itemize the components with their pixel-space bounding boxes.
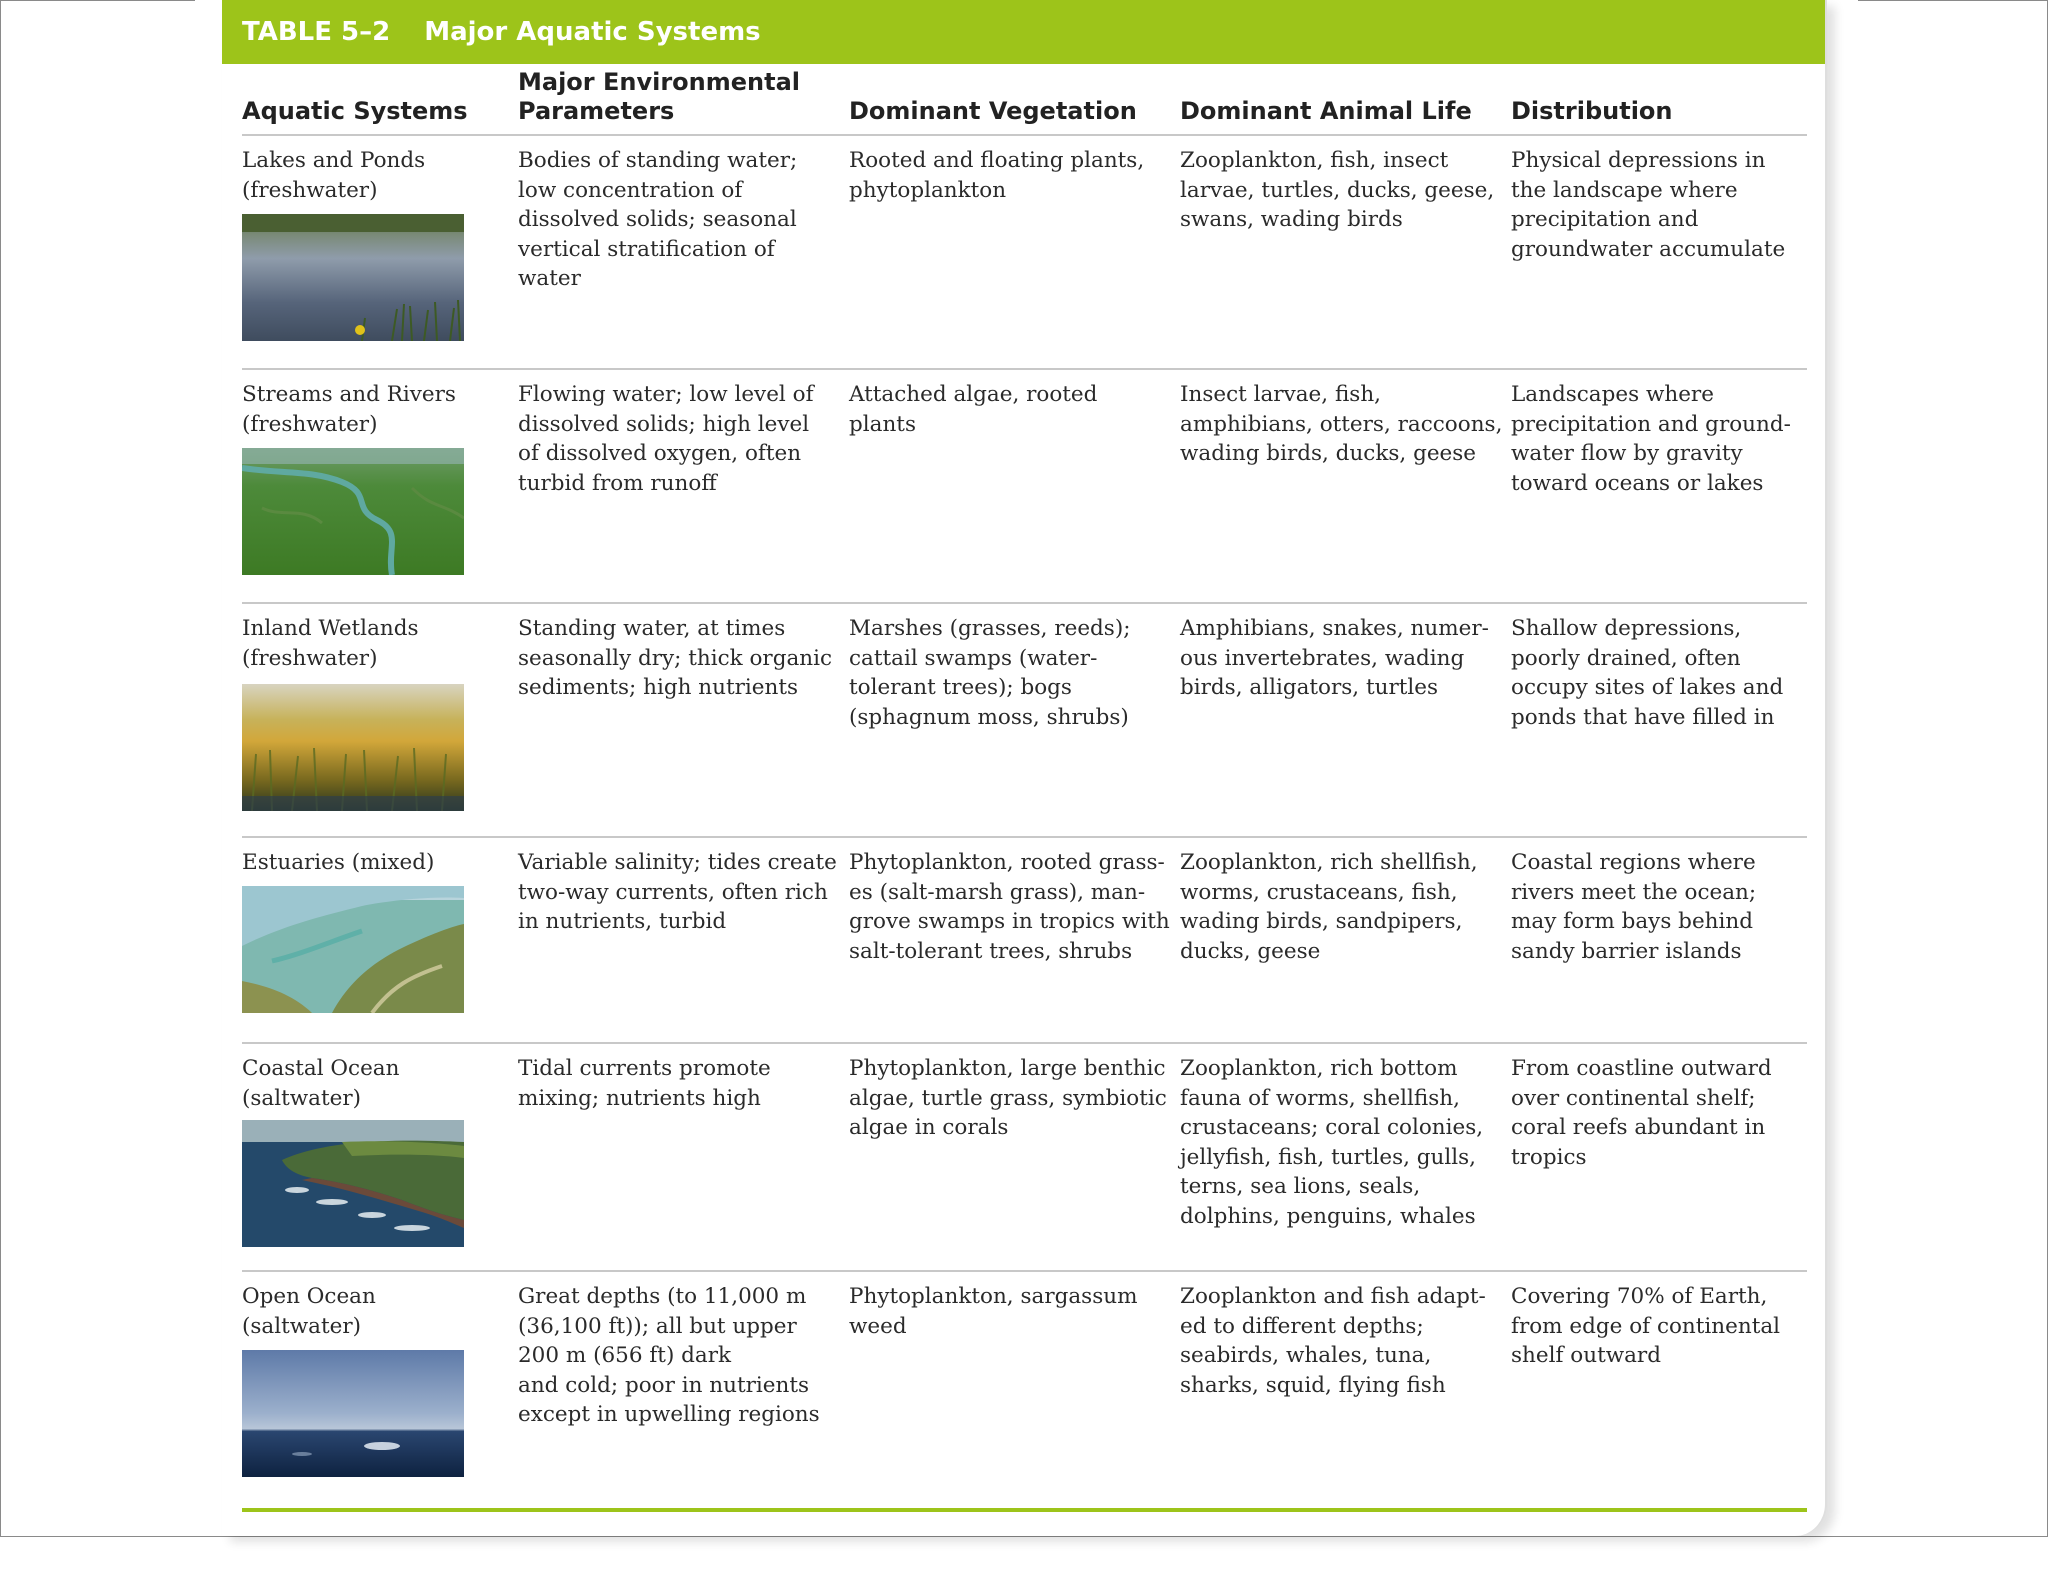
table-card	[222, 0, 1827, 1536]
distribution: Covering 70% of Earth, from edge of continental shelf outward	[1511, 1284, 1781, 1368]
table-title: Major Aquatic Systems	[424, 17, 761, 47]
table-row-coastal	[242, 1044, 1807, 1272]
header-distribution: Distribution	[1511, 97, 1673, 125]
environmental-parameters: Flowing water; low level of dissolved solids; high level of dissolved oxygen, often turbid from runoff	[518, 382, 814, 496]
system-name: Streams and Rivers (freshwater)	[242, 382, 456, 437]
frame-edge	[0, 0, 195, 1]
coast-photo	[242, 1120, 464, 1247]
system-name: Estuaries (mixed)	[242, 850, 435, 875]
ocean-photo	[242, 1350, 464, 1477]
table-title-bar	[222, 0, 1825, 64]
dominant-vegetation: Phytoplankton, sargassum weed	[849, 1284, 1138, 1339]
distribution: From coastline outward over continental shelf; coral reefs abundant in tropics	[1511, 1056, 1772, 1170]
wetland-photo	[242, 684, 464, 811]
system-name: Lakes and Ponds (freshwater)	[242, 148, 426, 203]
dominant-vegetation: Marshes (grasses, reeds); cattail swamps (water- tolerant trees); bogs (sphagnum moss, shrubs)	[849, 616, 1131, 730]
dominant-vegetation: Phytoplankton, rooted grass- es (salt-marsh grass), man- grove swamps in tropics with salt-tolerant trees, shrubs	[849, 850, 1170, 964]
estuary-photo	[242, 886, 464, 1013]
dominant-animal-life: Zooplankton and fish adapt- ed to different depths; seabirds, whales, tuna, sharks, squid, flying fish	[1180, 1284, 1486, 1398]
header-environmental-parameters: Major Environmental Parameters	[518, 68, 801, 125]
environmental-parameters: Tidal currents promote mixing; nutrients high	[518, 1056, 771, 1111]
environmental-parameters: Bodies of standing water; low concentration of dissolved solids; seasonal vertical stratification of water	[518, 148, 798, 291]
dominant-animal-life: Insect larvae, fish, amphibians, otters, raccoons, wading birds, ducks, geese	[1180, 382, 1503, 466]
dominant-vegetation: Phytoplankton, large benthic algae, turtle grass, symbiotic algae in corals	[849, 1056, 1167, 1140]
table-bottom-rule	[242, 1508, 1807, 1512]
table-header	[242, 64, 1807, 136]
system-name: Inland Wetlands (freshwater)	[242, 616, 419, 671]
table-row-streams	[242, 370, 1807, 604]
distribution: Physical depressions in the landscape where precipitation and groundwater accumulate	[1511, 148, 1786, 262]
lake-photo	[242, 214, 464, 341]
dominant-animal-life: Zooplankton, fish, insect larvae, turtles, ducks, geese, swans, wading birds	[1180, 148, 1495, 232]
distribution: Coastal regions where rivers meet the ocean; may form bays behind sandy barrier islands	[1511, 850, 1757, 964]
table-row-estuaries	[242, 838, 1807, 1044]
table-row-open-ocean	[242, 1272, 1807, 1472]
header-dominant-vegetation: Dominant Vegetation	[849, 97, 1137, 125]
dominant-animal-life: Zooplankton, rich shellfish, worms, crustaceans, fish, wading birds, sandpipers, ducks, geese	[1180, 850, 1478, 964]
system-name: Coastal Ocean (saltwater)	[242, 1056, 400, 1111]
environmental-parameters: Variable salinity; tides create two-way currents, often rich in nutrients, turbid	[518, 850, 837, 934]
header-aquatic-systems: Aquatic Systems	[242, 97, 468, 125]
table-row-lakes	[242, 136, 1807, 370]
river-photo	[242, 448, 464, 575]
frame-edge	[1858, 0, 2048, 1]
table-number: TABLE 5–2	[242, 17, 391, 47]
distribution: Landscapes where precipitation and ground- water flow by gravity toward oceans or lakes	[1511, 382, 1791, 496]
distribution: Shallow depressions, poorly drained, often occupy sites of lakes and ponds that have filled in	[1511, 616, 1784, 730]
dominant-animal-life: Amphibians, snakes, numer- ous invertebrates, wading birds, alligators, turtles	[1180, 616, 1489, 700]
dominant-vegetation: Rooted and floating plants, phytoplankton	[849, 148, 1145, 203]
header-dominant-animal-life: Dominant Animal Life	[1180, 97, 1472, 125]
system-name: Open Ocean (saltwater)	[242, 1284, 376, 1339]
dominant-vegetation: Attached algae, rooted plants	[849, 382, 1098, 437]
table-row-wetlands	[242, 604, 1807, 838]
environmental-parameters: Great depths (to 11,000 m (36,100 ft)); all but upper 200 m (656 ft) dark and cold; poor in nutrients except in upwelling regions	[518, 1284, 820, 1427]
dominant-animal-life: Zooplankton, rich bottom fauna of worms, shellfish, crustaceans; coral colonies, jellyfish, fish, turtles, gulls, terns, sea lions, seals, dolphins, penguins, whales	[1180, 1056, 1484, 1229]
environmental-parameters: Standing water, at times seasonally dry; thick organic sediments; high nutrients	[518, 616, 833, 700]
